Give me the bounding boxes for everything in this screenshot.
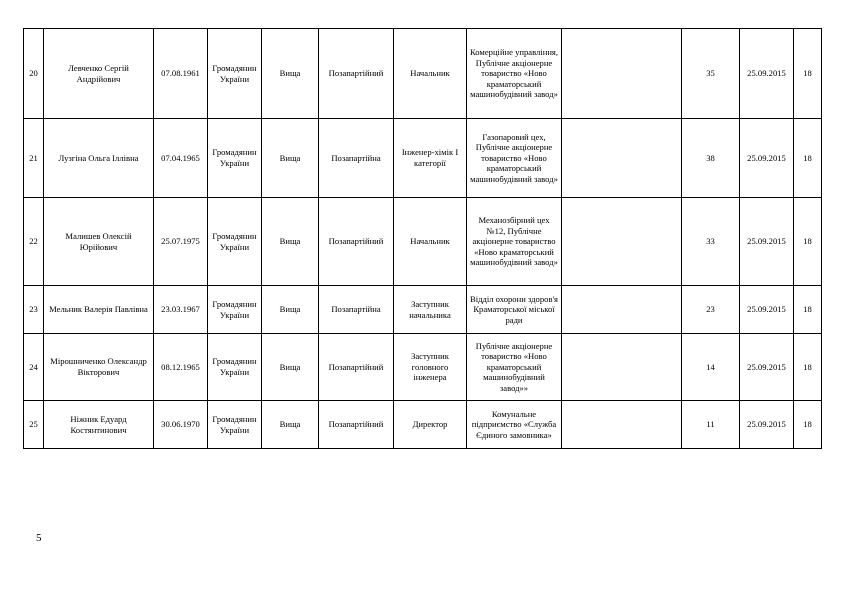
candidates-table (23, 28, 822, 449)
birth-date: 07.04.1965 (154, 119, 208, 198)
empty-cell (562, 119, 682, 198)
education: Вища (262, 334, 319, 401)
decision-date: 25.09.2015 (740, 286, 794, 334)
party-affiliation: Позапартійний (319, 198, 394, 286)
citizenship: Громадянин України (208, 334, 262, 401)
workplace: Комунальне підприємство «Служба Єдиного замовника» (467, 401, 562, 449)
workplace: Відділ охорони здоров'я Краматорської міської ради (467, 286, 562, 334)
district-number: 14 (682, 334, 740, 401)
empty-cell (562, 286, 682, 334)
district-number: 23 (682, 286, 740, 334)
job-position: Директор (394, 401, 467, 449)
table-row (24, 286, 822, 334)
empty-cell (562, 198, 682, 286)
citizenship: Громадянин України (208, 119, 262, 198)
birth-date: 30.06.1970 (154, 401, 208, 449)
table-row (24, 401, 822, 449)
table-row (24, 29, 822, 119)
district-number: 38 (682, 119, 740, 198)
education: Вища (262, 29, 319, 119)
page-number: 5 (36, 532, 42, 544)
birth-date: 23.03.1967 (154, 286, 208, 334)
birth-date: 07.08.1961 (154, 29, 208, 119)
full-name: Мірошниченко Олександр Вікторович (44, 334, 154, 401)
decision-date: 25.09.2015 (740, 198, 794, 286)
education: Вища (262, 198, 319, 286)
table-row (24, 334, 822, 401)
birth-date: 25.07.1975 (154, 198, 208, 286)
empty-cell (562, 334, 682, 401)
party-affiliation: Позапартійний (319, 29, 394, 119)
workplace: Механозбірний цех №12, Публічне акціонерне товариство «Ново краматорський машинобудівний завод» (467, 198, 562, 286)
citizenship: Громадянин України (208, 198, 262, 286)
full-name: Мельник Валерія Павлівна (44, 286, 154, 334)
decision-date: 25.09.2015 (740, 401, 794, 449)
job-position: Заступник начальника (394, 286, 467, 334)
district-number: 33 (682, 198, 740, 286)
row-number: 22 (24, 198, 44, 286)
decision-date: 25.09.2015 (740, 119, 794, 198)
code: 18 (794, 334, 822, 401)
full-name: Левченко Сергій Андрійович (44, 29, 154, 119)
code: 18 (794, 119, 822, 198)
code: 18 (794, 29, 822, 119)
code: 18 (794, 401, 822, 449)
workplace: Комерційне управління, Публічне акціонерне товариство «Ново краматорський машинобудівний завод» (467, 29, 562, 119)
row-number: 23 (24, 286, 44, 334)
education: Вища (262, 286, 319, 334)
job-position: Начальник (394, 29, 467, 119)
job-position: Інженер-хімік І категорії (394, 119, 467, 198)
row-number: 25 (24, 401, 44, 449)
full-name: Лузгіна Ольга Іллівна (44, 119, 154, 198)
decision-date: 25.09.2015 (740, 334, 794, 401)
party-affiliation: Позапартійна (319, 286, 394, 334)
row-number: 24 (24, 334, 44, 401)
district-number: 11 (682, 401, 740, 449)
table-row (24, 198, 822, 286)
party-affiliation: Позапартійний (319, 401, 394, 449)
workplace: Публічне акціонерне товариство «Ново краматорський машинобудівний завод»» (467, 334, 562, 401)
decision-date: 25.09.2015 (740, 29, 794, 119)
table-row (24, 119, 822, 198)
education: Вища (262, 401, 319, 449)
code: 18 (794, 286, 822, 334)
job-position: Заступник головного інженера (394, 334, 467, 401)
citizenship: Громадянин України (208, 286, 262, 334)
job-position: Начальник (394, 198, 467, 286)
full-name: Малишев Олексій Юрійович (44, 198, 154, 286)
party-affiliation: Позапартійна (319, 119, 394, 198)
row-number: 20 (24, 29, 44, 119)
empty-cell (562, 401, 682, 449)
citizenship: Громадянин України (208, 29, 262, 119)
party-affiliation: Позапартійний (319, 334, 394, 401)
birth-date: 08.12.1965 (154, 334, 208, 401)
citizenship: Громадянин України (208, 401, 262, 449)
district-number: 35 (682, 29, 740, 119)
education: Вища (262, 119, 319, 198)
workplace: Газопаровий цех, Публічне акціонерне товариство «Ново краматорський машинобудівний завод» (467, 119, 562, 198)
row-number: 21 (24, 119, 44, 198)
code: 18 (794, 198, 822, 286)
full-name: Ніжник Едуард Костянтинович (44, 401, 154, 449)
empty-cell (562, 29, 682, 119)
